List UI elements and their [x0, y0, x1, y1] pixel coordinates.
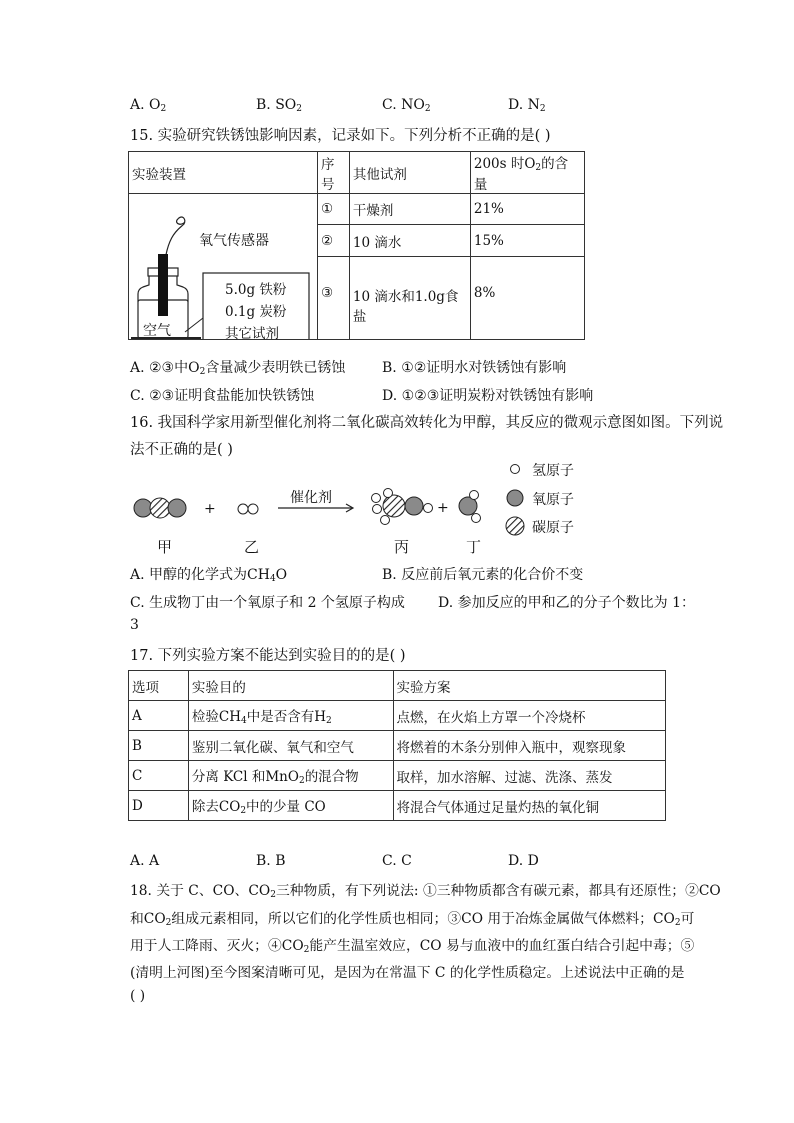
label-ding: 丁 [466, 538, 482, 556]
reaction-diagram [120, 462, 600, 542]
q17-option-d: D. D [508, 853, 539, 869]
apparatus-diagram [129, 194, 317, 339]
plus-2: + [437, 500, 449, 516]
q14-option-a: A. $O_2$ [130, 97, 167, 114]
label-yi: 乙 [244, 538, 260, 556]
q15-header-apparatus: 实验装置 [129, 152, 318, 194]
box-line-1: 5.0g 铁粉 [225, 282, 287, 298]
legend-oxygen-icon [507, 490, 523, 506]
q15-option-d: D. ①②③证明炭粉对铁锈蚀有影响 [382, 388, 594, 404]
q18-line3: 用于人工降雨、灭火；$④CO_2$能产生温室效应，CO 易与血液中的血红蛋白结合引起中毒；⑤ [130, 938, 695, 955]
q16-option-d: D. 参加反应的甲和乙的分子个数比为 1： [438, 595, 695, 611]
q15-row3-reagent: 10 滴水和1.0g食盐 [349, 256, 470, 339]
q17-stem: 17. 下列实验方案不能达到实验目的的是( ) [130, 648, 406, 664]
h2-atom-right [248, 504, 258, 514]
air-label: 空气 [143, 323, 171, 339]
q15-header-seq: 序号 [318, 152, 350, 194]
q15-option-a: A. ②③中$O_2$含量减少表明铁已锈蚀 [130, 360, 346, 377]
q17-option-c: C. C [382, 853, 412, 869]
sensor-label: 氧气传感器 [199, 233, 269, 249]
catalyst-label: 催化剂 [290, 490, 332, 506]
q14-option-b: B. $SO_2$ [256, 97, 302, 114]
legend-carbon-icon [506, 517, 524, 535]
q17-header-option: 选项 [129, 671, 189, 701]
q16-stem-line1: 16. 我国科学家用新型催化剂将二氧化碳高效转化为甲醇，其反应的微观示意图如图。下列说 [130, 415, 724, 431]
q17-row-b-opt: B [129, 731, 189, 761]
q15-header-reagent: 其他试剂 [349, 152, 470, 194]
methanol-oxygen [405, 497, 423, 515]
co2-carbon [150, 498, 170, 518]
legend-carbon: 碳原子 [532, 520, 574, 536]
q17-option-b: B. B [256, 853, 286, 869]
q18-line4: (清明上河图)至今图案清晰可见，是因为在常温下 C 的化学性质稳定。上述说法中正确的是 [130, 965, 685, 981]
label-bing: 丙 [394, 538, 410, 556]
h2-atom-left [238, 504, 248, 514]
q15-row2-o2: 15% [470, 225, 584, 256]
label-jia: 甲 [157, 538, 173, 556]
q17-option-a: A. A [130, 853, 160, 869]
q16-stem-line2: 法不正确的是( ) [130, 442, 233, 458]
sensor-probe [158, 254, 168, 316]
methanol-carbon [383, 495, 405, 517]
plus-1: + [204, 501, 216, 517]
legend-hydrogen: 氢原子 [532, 463, 574, 479]
box-line-2: 0.1g 炭粉 [225, 304, 287, 320]
q17-row-d-plan: 将混合气体通过足量灼热的氧化铜 [393, 791, 665, 821]
q15-row1-o2: 21% [470, 194, 584, 225]
box-line-3: 其它试剂 [225, 326, 279, 342]
q17-row-d-goal: 除去$CO_2$中的少量 CO [188, 791, 393, 821]
q15-row3-seq: ③ [318, 256, 350, 339]
q16-option-d-cont: 3 [130, 617, 139, 633]
q15-option-c: C. ②③证明食盐能加快铁锈蚀 [130, 388, 315, 404]
q16-option-c: C. 生成物丁由一个氧原子和 2 个氢原子构成 [130, 595, 405, 611]
legend-hydrogen-icon [511, 465, 520, 474]
q17-row-c-goal: 分离 KCl 和MnO$_2$的混合物 [188, 761, 393, 791]
q15-row2-seq: ② [318, 225, 350, 256]
q16-option-b: B. 反应前后氧元素的化合价不变 [382, 567, 584, 583]
co2-oxygen-right [168, 499, 186, 517]
q17-row-b-goal: 鉴别二氧化碳、氧气和空气 [188, 731, 393, 761]
q17-row-a-plan: 点燃，在火焰上方罩一个冷烧杯 [393, 701, 665, 731]
q16-option-a: A. 甲醇的化学式为$CH_4O$ [130, 567, 288, 584]
legend-oxygen: 氧原子 [532, 492, 574, 508]
q17-row-c-plan: 取样，加水溶解、过滤、洗涤、蒸发 [393, 761, 665, 791]
q15-stem: 15. 实验研究铁锈蚀影响因素，记录如下。下列分析不正确的是( ) [130, 128, 551, 144]
q14-option-d: D. $N_2$ [508, 97, 546, 114]
q18-line5: ( ) [130, 988, 146, 1004]
q15-header-o2: 200s 时$O_2$的含量 [470, 152, 584, 194]
q18-line1: 18. 关于 C、CO、$CO_2$三种物质，有下列说法: ①三种物质都含有碳元素，都具有还原性；②CO [130, 883, 721, 900]
q17-row-b-plan: 将燃着的木条分别伸入瓶中，观察现象 [393, 731, 665, 761]
q17-row-c-opt: C [129, 761, 189, 791]
q15-apparatus-cell [129, 194, 318, 340]
q17-header-plan: 实验方案 [393, 671, 665, 701]
q14-option-c: C. $NO_2$ [382, 97, 431, 114]
q18-line2: 和$CO_2$组成元素相同，所以它们的化学性质也相同；③CO 用于冶炼金属做气体燃料；$CO_2$可 [130, 911, 695, 928]
q17-table [128, 670, 666, 821]
co2-oxygen-left [134, 499, 152, 517]
q17-header-goal: 实验目的 [188, 671, 393, 701]
q15-table [128, 151, 585, 340]
q17-row-a-goal: 检验$CH_4$中是否含有$H_2$ [188, 701, 393, 731]
q15-row1-seq: ① [318, 194, 350, 225]
q17-row-a-opt: A [129, 701, 189, 731]
q15-row2-reagent: 10 滴水 [349, 225, 470, 256]
q15-row1-reagent: 干燥剂 [349, 194, 470, 225]
q17-row-d-opt: D [129, 791, 189, 821]
q15-row3-o2: 8% [470, 256, 584, 339]
q15-option-b: B. ①②证明水对铁锈蚀有影响 [382, 360, 567, 376]
